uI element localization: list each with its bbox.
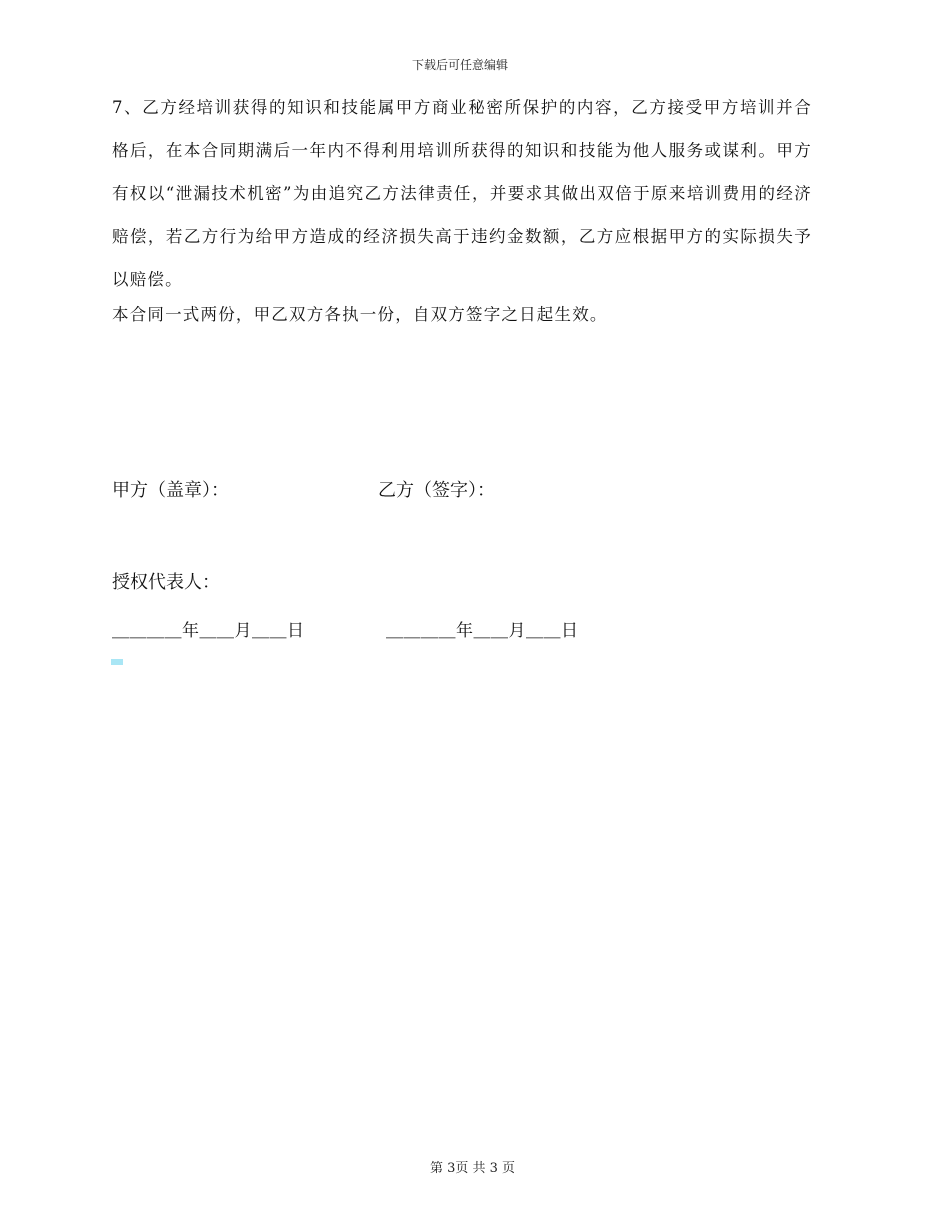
page-footer: 第 3页 共 3 页: [429, 1161, 516, 1176]
contract-clause-7: 7、乙方经培训获得的知识和技能属甲方商业秘密所保护的内容，乙方接受甲方培训并合格后，在本合同期满后一年内不得利用培训所获得的知识和技能为他人服务或谋利。甲方有权以“泄漏技术机密”为由追究乙方法律责任，并要求其做出双倍于原来培训费用的经济赔偿，若乙方行为给甲方造成的经济损失高于违约金数额，乙方应根据甲方的实际损失予以赔偿。: [112, 98, 812, 289]
party-b-signature-label: 乙方（签字）：: [378, 480, 495, 501]
page-header-note: 下载后可任意编辑: [411, 58, 508, 72]
party-a-date-line: ＿＿＿＿年＿＿月＿＿日: [112, 621, 305, 641]
authorized-representative-label: 授权代表人：: [112, 572, 220, 593]
text-cursor-highlight: [111, 659, 123, 665]
party-b-date-line: ＿＿＿＿年＿＿月＿＿日: [386, 621, 579, 641]
party-a-seal-label: 甲方（盖章）：: [112, 480, 229, 501]
contract-effective-note: 本合同一式两份，甲乙双方各执一份，自双方签字之日起生效。: [112, 305, 608, 324]
